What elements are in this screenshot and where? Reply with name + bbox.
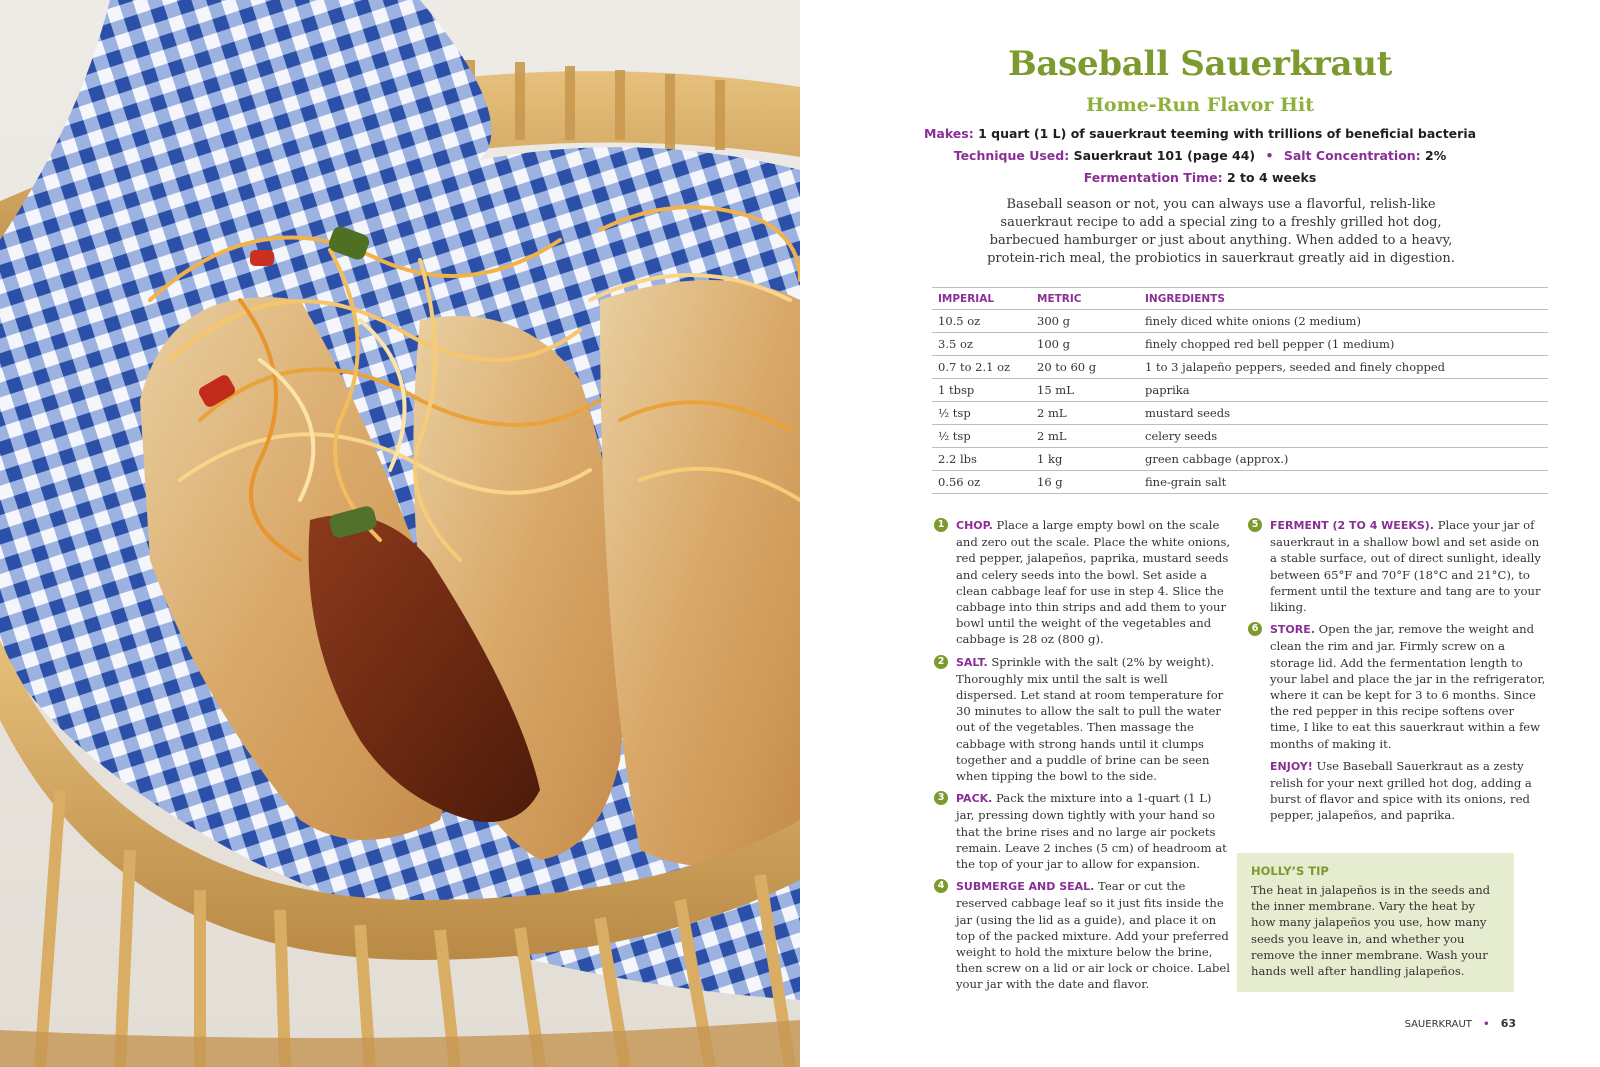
step-text: Place your jar of sauerkraut in a shallow bowl and set aside on a stable surface, out of direct sunlight, ideally between 65°F and 70°F (18°C and 21°C), to ferment until the texture and tang are to your liking. xyxy=(1270,518,1541,615)
imperial-cell: 3.5 oz xyxy=(932,333,1031,356)
enjoy-text: Use Baseball Sauerkraut as a zesty relish for your next grilled hot dog, adding a burst of flavor and spice with its onions, red pepper, jalapeños, and paprika. xyxy=(1270,758,1532,823)
step-pack xyxy=(932,790,1232,872)
table-row xyxy=(932,425,1548,448)
step-salt xyxy=(932,654,1232,785)
ingredient-cell: mustard seeds xyxy=(1139,402,1548,425)
step-chop xyxy=(932,517,1232,648)
salt-value: 2% xyxy=(1425,148,1447,163)
ingredient-cell: finely diced white onions (2 medium) xyxy=(1139,310,1548,333)
table-row xyxy=(932,310,1548,333)
page-number: 63 xyxy=(1500,1017,1516,1030)
tip-text: The heat in jalapeños is in the seeds and the inner membrane. Vary the heat by how many jalapeños you use, how many seeds you leave in, and whether you remove the inner membrane. Wash your hands well after handling jalapeños. xyxy=(1251,883,1491,979)
ingredient-cell: green cabbage (approx.) xyxy=(1139,448,1548,471)
recipe-subtitle: Home-Run Flavor Hit xyxy=(1085,94,1315,116)
table-row xyxy=(932,379,1548,402)
step-label: PACK. xyxy=(956,792,993,806)
technique-value: Sauerkraut 101 (page 44) xyxy=(1073,148,1256,163)
tip-heading: HOLLY’S TIP xyxy=(1251,864,1329,878)
header-imperial: IMPERIAL xyxy=(932,288,1031,310)
table-row xyxy=(932,333,1548,356)
salt-label: Salt Concentration: xyxy=(1283,148,1421,163)
metric-cell: 100 g xyxy=(1031,333,1139,356)
step-text: Pack the mixture into a 1-quart (1 L) jar, pressing down tightly with your hand so that the brine rises and no large air pockets remain. Leave 2 inches (5 cm) of headroom at the top of your jar to allow for expansion. xyxy=(956,791,1227,872)
step-label: FERMENT (2 TO 4 WEEKS). xyxy=(1270,519,1434,532)
imperial-cell: ½ tsp xyxy=(932,402,1031,425)
steps-column-left xyxy=(932,517,1232,999)
footer-section: SAUERKRAUT xyxy=(1404,1019,1472,1030)
header-ingredients: INGREDIENTS xyxy=(1139,288,1548,310)
ingredient-cell: finely chopped red bell pepper (1 medium) xyxy=(1139,333,1548,356)
meta-bullet: • xyxy=(1265,148,1274,163)
ingredient-cell: 1 to 3 jalapeño peppers, seeded and finely chopped xyxy=(1139,356,1548,379)
imperial-cell: 1 tbsp xyxy=(932,379,1031,402)
page-footer xyxy=(1405,1017,1516,1030)
step-number-icon: 3 xyxy=(934,791,948,805)
makes-value: 1 quart (1 L) of sauerkraut teeming with trillions of beneficial bacteria xyxy=(978,126,1477,141)
imperial-cell: 10.5 oz xyxy=(932,310,1031,333)
step-number-icon: 5 xyxy=(1248,518,1262,532)
step-text: Tear or cut the reserved cabbage leaf so it just fits inside the jar (using the lid as a guide), and place it on top of the packed mixture. Add your preferred weight to hold the mixture below the brine, then screw on a lid or air lock or choice. Label your jar with the date and flavor. xyxy=(956,879,1230,992)
footer-bullet: • xyxy=(1483,1019,1490,1030)
step-label: SUBMERGE AND SEAL. xyxy=(956,880,1095,894)
recipe-page xyxy=(800,0,1600,1067)
step-number-icon: 6 xyxy=(1248,622,1262,636)
ingredient-cell: celery seeds xyxy=(1139,425,1548,448)
ingredient-cell: paprika xyxy=(1139,379,1548,402)
step-label: SALT. xyxy=(956,655,988,669)
steps-column-right xyxy=(1246,517,1546,830)
table-row xyxy=(932,402,1548,425)
ingredients-table xyxy=(932,287,1548,494)
metric-cell: 15 mL xyxy=(1031,379,1139,402)
imperial-cell: 2.2 lbs xyxy=(932,448,1031,471)
makes-line xyxy=(800,126,1600,141)
table-header-row xyxy=(932,288,1548,310)
metric-cell: 20 to 60 g xyxy=(1031,356,1139,379)
intro-paragraph: Baseball season or not, you can always use a flavorful, relish-like sauerkraut recipe to add a special zing to a freshly grilled hot dog, barbecued hamburger or just about anything. When added to a heavy, protein-rich meal, the probiotics in sauerkraut greatly aid in digestion. xyxy=(987,197,1455,266)
metric-cell: 1 kg xyxy=(1031,448,1139,471)
step-number-icon: 2 xyxy=(934,655,948,669)
enjoy-label: ENJOY! xyxy=(1270,759,1313,773)
step-ferment xyxy=(1246,517,1546,615)
ferment-label: Fermentation Time: xyxy=(1083,170,1223,185)
step-number-icon: 1 xyxy=(934,518,948,532)
table-row xyxy=(932,471,1548,494)
metric-cell: 16 g xyxy=(1031,471,1139,494)
imperial-cell: 0.56 oz xyxy=(932,471,1031,494)
hollys-tip-box xyxy=(1237,853,1514,992)
table-row xyxy=(932,448,1548,471)
enjoy-note xyxy=(1246,758,1546,824)
step-label: STORE. xyxy=(1270,623,1315,637)
step-submerge-and-seal xyxy=(932,878,1232,992)
table-row xyxy=(932,356,1548,379)
imperial-cell: ½ tsp xyxy=(932,425,1031,448)
step-store xyxy=(1246,621,1546,752)
technique-line xyxy=(800,148,1600,163)
metric-cell: 2 mL xyxy=(1031,402,1139,425)
step-text: Place a large empty bowl on the scale and zero out the scale. Place the white onions, red pepper, jalapeños, paprika, mustard seeds and celery seeds into the bowl. Set aside a clean cabbage leaf for use in step 4. Slice the cabbage into thin strips and add them to your bowl until the weight of the vegetables and cabbage is 28 oz (800 g). xyxy=(956,518,1231,647)
technique-label: Technique Used: xyxy=(953,148,1070,163)
ingredient-cell: fine-grain salt xyxy=(1139,471,1548,494)
step-number-icon: 4 xyxy=(934,879,948,893)
step-text: Open the jar, remove the weight and clean the rim and jar. Firmly screw on a storage lid. Add the fermentation length to your label and place the jar in the refrigerator, where it can be kept for 3 to 6 months. Since the red pepper in this recipe softens over time, I like to eat this sauerkraut within a few months of making it. xyxy=(1270,622,1546,751)
step-text: Sprinkle with the salt (2% by weight). Thoroughly mix until the salt is well dispersed. Let stand at room temperature for 30 minutes to allow the salt to pull the water out of the vegetables. Then massage the cabbage with strong hands until it clumps together and a puddle of brine can be seen when tipping the bowl to the side. xyxy=(956,654,1224,784)
imperial-cell: 0.7 to 2.1 oz xyxy=(932,356,1031,379)
recipe-title: Baseball Sauerkraut xyxy=(1007,44,1393,84)
ferment-value: 2 to 4 weeks xyxy=(1226,170,1317,185)
makes-label: Makes: xyxy=(923,126,974,141)
metric-cell: 300 g xyxy=(1031,310,1139,333)
metric-cell: 2 mL xyxy=(1031,425,1139,448)
header-metric: METRIC xyxy=(1031,288,1139,310)
fermentation-line xyxy=(800,170,1600,185)
step-label: CHOP. xyxy=(956,519,993,532)
